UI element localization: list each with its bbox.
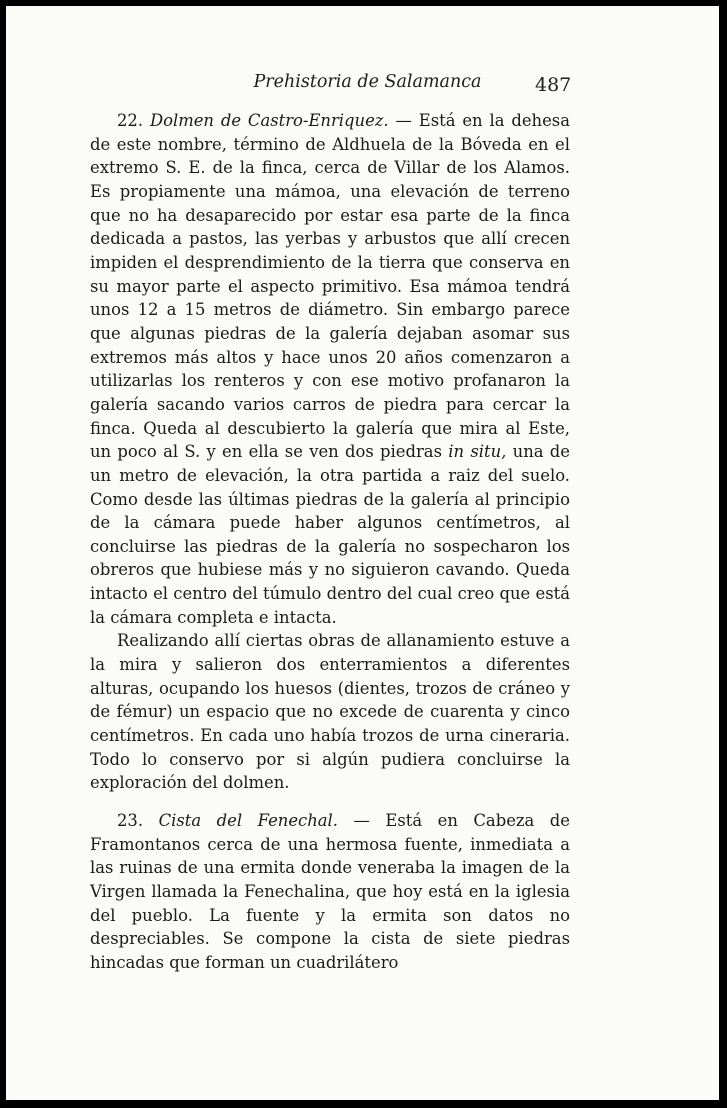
section-22-continuation: una de un metro de elevación, la otra partida a raiz del suelo. Como desde las últimas piedras de la galería al principio de la cámara puede haber algunos centímetros, al concluirse las piedras de la galería no sospecharon los obreros que hubiese más y no siguieron cavando. Queda intacto el centro del túmulo dentro del cual creo que está la cámara completa e intacta. <box>90 442 570 627</box>
section-22-title: Dolmen de Castro-Enriquez. <box>149 111 389 130</box>
running-title: Prehistoria de Salamanca <box>253 72 482 92</box>
section-23-title: Cista del Fenechal. <box>158 811 338 831</box>
section-22-paragraph <box>90 109 570 629</box>
section-22-intro: Está en la dehesa de este nombre, término de Aldhuela de la Bóveda en el extremo S. E. de la finca, cerca de Villar de los Alamos. Es propiamente una mámoa, una elevación de terreno que no ha desaparecido por estar esa parte de la finca dedicada a pastos, las yerbas y arbustos que allí crecen impiden el desprendimiento de la tierra que conserva en su mayor parte el aspecto primitivo. Esa mámoa tendrá unos 12 a 15 metros de diámetro. Sin embargo parece que algunas piedras de la galería dejaban asomar sus extremos más altos y hace unos 20 años comenzaron a utilizarlas los renteros y con ese motivo profanaron la galería sacando varios carros de piedra para cercar la finca. Queda al descubierto la galería que mira al Este, un poco al S. y en ella se ven dos piedras <box>90 111 570 462</box>
section-22-number: 22. <box>117 111 144 130</box>
section-22-dash: — <box>388 111 419 130</box>
page-number: 487 <box>535 74 572 96</box>
section-22-italic-phrase: in situ, <box>448 442 507 462</box>
body-text <box>90 109 570 975</box>
page-header <box>6 72 719 102</box>
section-22-paragraph-2: Realizando allí ciertas obras de allanamiento estuve a la mira y salieron dos enterramientos a diferentes alturas, ocupando los huesos (dientes, trozos de cráneo y de fémur) un espacio que no excede de cuarenta y cinco centímetros. En cada uno había trozos de urna cineraria. Todo lo conservo por si algún pudiera concluirse la exploración del dolmen. <box>90 631 570 793</box>
section-23-number: 23. <box>117 811 144 831</box>
section-23-dash: — <box>337 811 386 831</box>
book-page <box>6 6 719 1100</box>
section-23-paragraph <box>90 809 570 975</box>
section-23-text: Está en Cabeza de Framontanos cerca de una hermosa fuente, inmediata a las ruinas de una ermita donde veneraba la imagen de la Virgen llamada la Fenechalina, que hoy está en la iglesia del pueblo. La fuente y la ermita son datos no despreciables. Se compone la cista de siete piedras hincadas que forman un cuadrilátero <box>90 811 570 972</box>
